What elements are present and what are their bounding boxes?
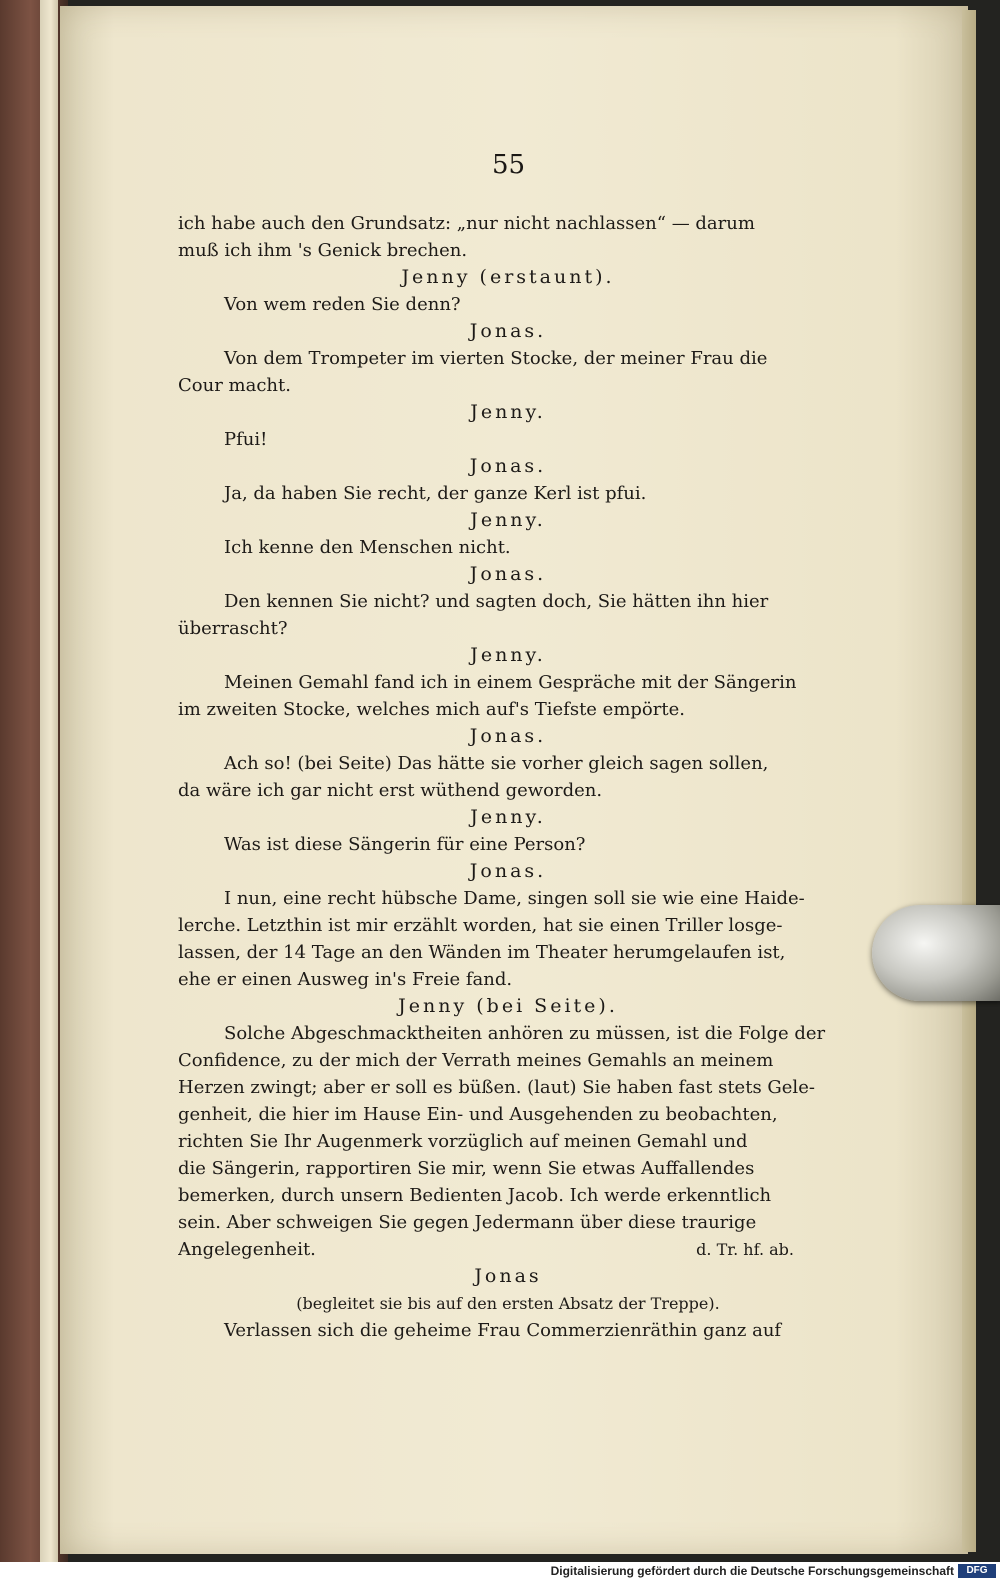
text-line: lassen, der 14 Tage an den Wänden im Theater herumgelaufen ist,: [178, 942, 786, 963]
text-line: Herzen zwingt; aber er soll es büßen. (laut) Sie haben fast stets Gele-: [178, 1077, 815, 1098]
line-text: Angelegenheit.: [178, 1239, 316, 1260]
paragraph-start-line: Meinen Gemahl fand ich in einem Gespräche mit der Sängerin: [224, 672, 797, 693]
text-line: lerche. Letzthin ist mir erzählt worden, hat sie einen Triller losge-: [178, 915, 783, 936]
text-line: muß ich ihm 's Genick brechen.: [178, 240, 468, 261]
paragraph-start-line: Von wem reden Sie denn?: [224, 294, 461, 315]
text-line: richten Sie Ihr Augenmerk vorzüglich auf meinen Gemahl und: [178, 1131, 748, 1152]
speaker-name: Jonas: [474, 1265, 542, 1287]
dfg-logo: DFG: [958, 1564, 996, 1578]
text-line: genheit, die hier im Hause Ein- und Ausgehenden zu beobachten,: [178, 1104, 778, 1125]
speaker-name: Jenny.: [470, 401, 546, 423]
paragraph-start-line: Verlassen sich die geheime Frau Commerzienräthin ganz auf: [224, 1320, 782, 1341]
stage-direction: (begleitet sie bis auf den ersten Absatz der Treppe).: [296, 1294, 720, 1313]
page-text: [178, 210, 838, 1344]
text-line: ich habe auch den Grundsatz: „nur nicht nachlassen“ — darum: [178, 213, 755, 234]
paragraph-start-line: Was ist diese Sängerin für eine Person?: [224, 834, 586, 855]
text-line: die Sängerin, rapportiren Sie mir, wenn Sie etwas Auffallendes: [178, 1158, 755, 1179]
paragraph-start-line: Ach so! (bei Seite) Das hätte sie vorher gleich sagen sollen,: [224, 753, 769, 774]
paragraph-start-line: Pfui!: [224, 429, 268, 450]
page-right-edge: [962, 10, 976, 1552]
paragraph-start-line: I nun, eine recht hübsche Dame, singen soll sie wie eine Haide-: [224, 888, 805, 909]
speaker-name: Jonas.: [469, 860, 547, 882]
speaker-name: Jonas.: [469, 455, 547, 477]
speaker-name: Jenny.: [470, 509, 546, 531]
text-line: Cour macht.: [178, 375, 291, 396]
paragraph-start-line: Ich kenne den Menschen nicht.: [224, 537, 511, 558]
speaker-name: Jenny.: [470, 644, 546, 666]
speaker-name: Jonas.: [469, 320, 547, 342]
speaker-name: Jenny (bei Seite).: [398, 995, 618, 1017]
paragraph-start-line: Von dem Trompeter im vierten Stocke, der meiner Frau die: [224, 348, 768, 369]
text-line: überrascht?: [178, 618, 288, 639]
footer-bar: [0, 1562, 1000, 1581]
paragraph-start-line: Den kennen Sie nicht? und sagten doch, Sie hätten ihn hier: [224, 591, 769, 612]
text-line: sein. Aber schweigen Sie gegen Jedermann über diese traurige: [178, 1212, 757, 1233]
footer-credit: Digitalisierung gefördert durch die Deutsche Forschungsgemeinschaft: [550, 1564, 954, 1578]
stage-exit-note: d. Tr. hf. ab.: [696, 1240, 794, 1259]
paragraph-start-line: Ja, da haben Sie recht, der ganze Kerl ist pfui.: [224, 483, 647, 504]
text-line: ehe er einen Ausweg in's Freie fand.: [178, 969, 513, 990]
text-line: da wäre ich gar nicht erst wüthend geworden.: [178, 780, 603, 801]
speaker-name: Jenny.: [470, 806, 546, 828]
exit-line: [178, 1236, 838, 1263]
speaker-name: Jonas.: [469, 563, 547, 585]
page-number: 55: [492, 150, 526, 180]
magnifier-tool[interactable]: [872, 905, 1000, 1001]
page-stack-edge: [40, 0, 58, 1562]
text-line: Confidence, zu der mich der Verrath meines Gemahls an meinem: [178, 1050, 774, 1071]
text-line: im zweiten Stocke, welches mich auf's Tiefste empörte.: [178, 699, 685, 720]
speaker-name: Jonas.: [469, 725, 547, 747]
paragraph-start-line: Solche Abgeschmacktheiten anhören zu müssen, ist die Folge der: [224, 1023, 826, 1044]
text-line: bemerken, durch unsern Bedienten Jacob. Ich werde erkenntlich: [178, 1185, 772, 1206]
speaker-name: Jenny (erstaunt).: [401, 266, 615, 288]
